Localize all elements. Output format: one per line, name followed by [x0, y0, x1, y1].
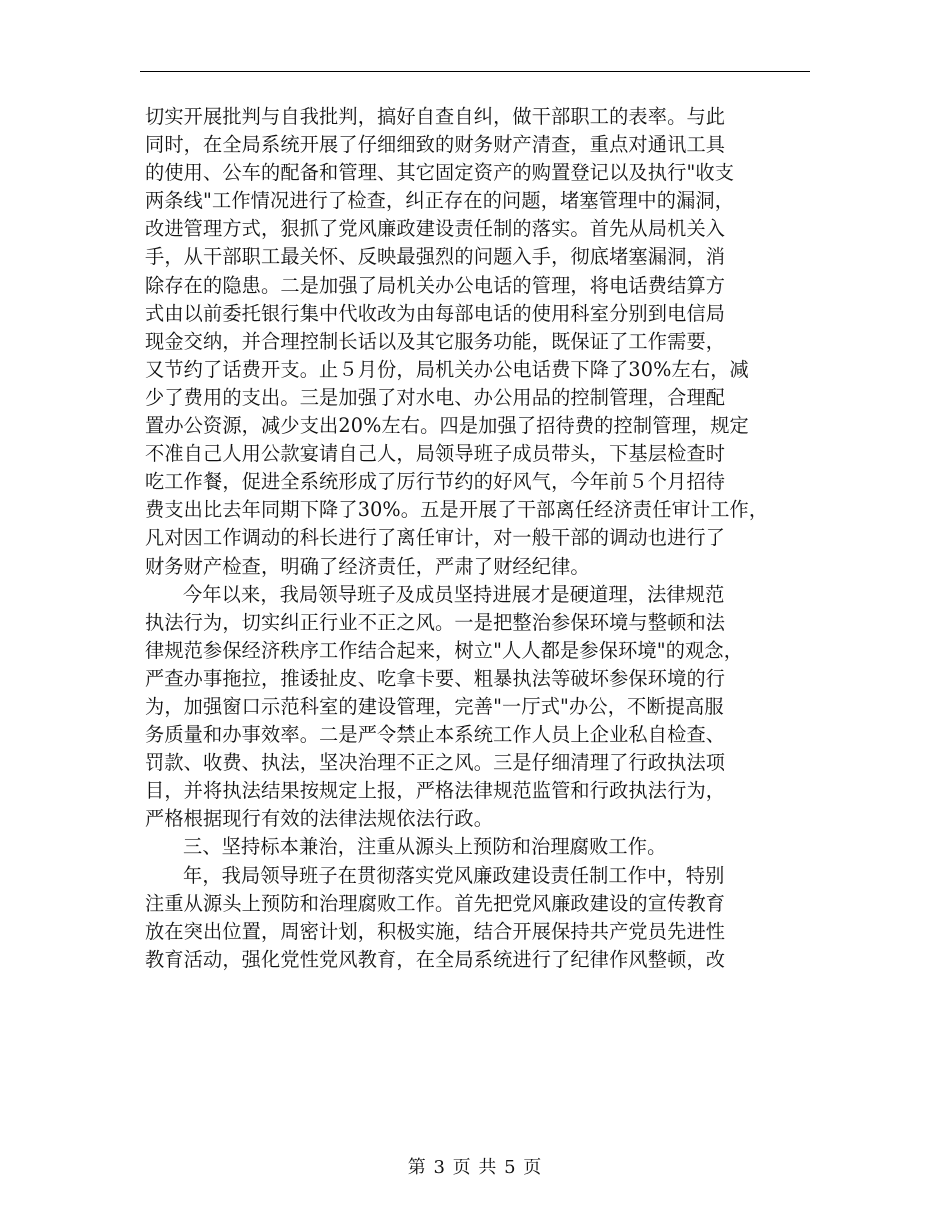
- text-line: 置办公资源，减少支出20%左右。四是加强了招待费的控制管理，规定: [145, 414, 749, 438]
- paragraph-start-line: 今年以来，我局领导班子及成员坚持进展才是硬道理，法律规范: [183, 582, 725, 606]
- page-number-footer: 第 3 页 共 5 页: [407, 1157, 543, 1178]
- text-line: 又节约了话费开支。止５月份，局机关办公电话费下降了30%左右，减: [145, 357, 749, 381]
- header-rule: [140, 71, 810, 72]
- paragraph-start-line: 年，我局领导班子在贯彻落实党风廉政建设责任制工作中，特别: [183, 863, 725, 887]
- text-line: 严查办事拖拉，推诿扯皮、吃拿卡要、粗暴执法等破坏参保环境的行: [145, 666, 726, 690]
- text-line: 改进管理方式，狠抓了党风廉政建设责任制的落实。首先从局机关入: [145, 217, 726, 241]
- section-heading: 三、坚持标本兼治，注重从源头上预防和治理腐败工作。: [183, 835, 667, 859]
- text-line: 不准自己人用公款宴请自己人，局领导班子成员带头，下基层检查时: [145, 442, 726, 466]
- text-line: 少了费用的支出。三是加强了对水电、办公用品的控制管理，合理配: [145, 385, 726, 409]
- text-line: 式由以前委托银行集中代收改为由每部电话的使用科室分别到电信局: [145, 301, 726, 325]
- text-line: 为，加强窗口示范科室的建设管理，完善"一厅式"办公，不断提高服: [145, 694, 724, 718]
- text-line: 注重从源头上预防和治理腐败工作。首先把党风廉政建设的宣传教育: [145, 891, 726, 915]
- text-line: 目，并将执法结果按规定上报，严格法律规范监管和行政执法行为，: [145, 779, 726, 803]
- text-line: 手，从干部职工最关怀、反映最强烈的问题入手，彻底堵塞漏洞，消: [145, 245, 726, 269]
- text-line: 严格根据现行有效的法律法规依法行政。: [145, 807, 494, 831]
- text-line: 费支出比去年同期下降了30%。五是开展了干部离任经济责任审计工作，: [145, 498, 769, 522]
- document-body: [145, 103, 825, 974]
- text-line: 教育活动，强化党性党风教育，在全局系统进行了纪律作风整顿，改: [145, 947, 726, 971]
- text-line: 同时，在全局系统开展了仔细细致的财务财产清查，重点对通讯工具: [145, 133, 726, 157]
- text-line: 放在突出位置，周密计划，积极实施，结合开展保持共产党员先进性: [145, 919, 726, 943]
- text-line: 律规范参保经济秩序工作结合起来，树立"人人都是参保环境"的观念，: [145, 638, 744, 662]
- text-line: 吃工作餐，促进全系统形成了厉行节约的好风气，今年前５个月招待: [145, 470, 726, 494]
- text-line: 执法行为，切实纠正行业不正之风。一是把整治参保环境与整顿和法: [145, 610, 726, 634]
- text-line: 凡对因工作调动的科长进行了离任审计，对一般干部的调动也进行了: [145, 526, 726, 550]
- text-line: 现金交纳，并合理控制长话以及其它服务功能，既保证了工作需要，: [145, 329, 726, 353]
- text-line: 的使用、公车的配备和管理、其它固定资产的购置登记以及执行"收支: [145, 161, 735, 185]
- text-line: 除存在的隐患。二是加强了局机关办公电话的管理，将电话费结算方: [145, 273, 726, 297]
- text-line: 罚款、收费、执法，坚决治理不正之风。三是仔细清理了行政执法项: [145, 751, 726, 775]
- text-line: 切实开展批判与自我批判，搞好自查自纠，做干部职工的表率。与此: [145, 105, 726, 128]
- text-line: 两条线"工作情况进行了检查，纠正存在的问题，堵塞管理中的漏洞，: [145, 189, 735, 213]
- text-line: 财务财产检查，明确了经济责任，严肃了财经纪律。: [145, 554, 590, 578]
- text-line: 务质量和办事效率。二是严令禁止本系统工作人员上企业私自检查、: [145, 723, 726, 747]
